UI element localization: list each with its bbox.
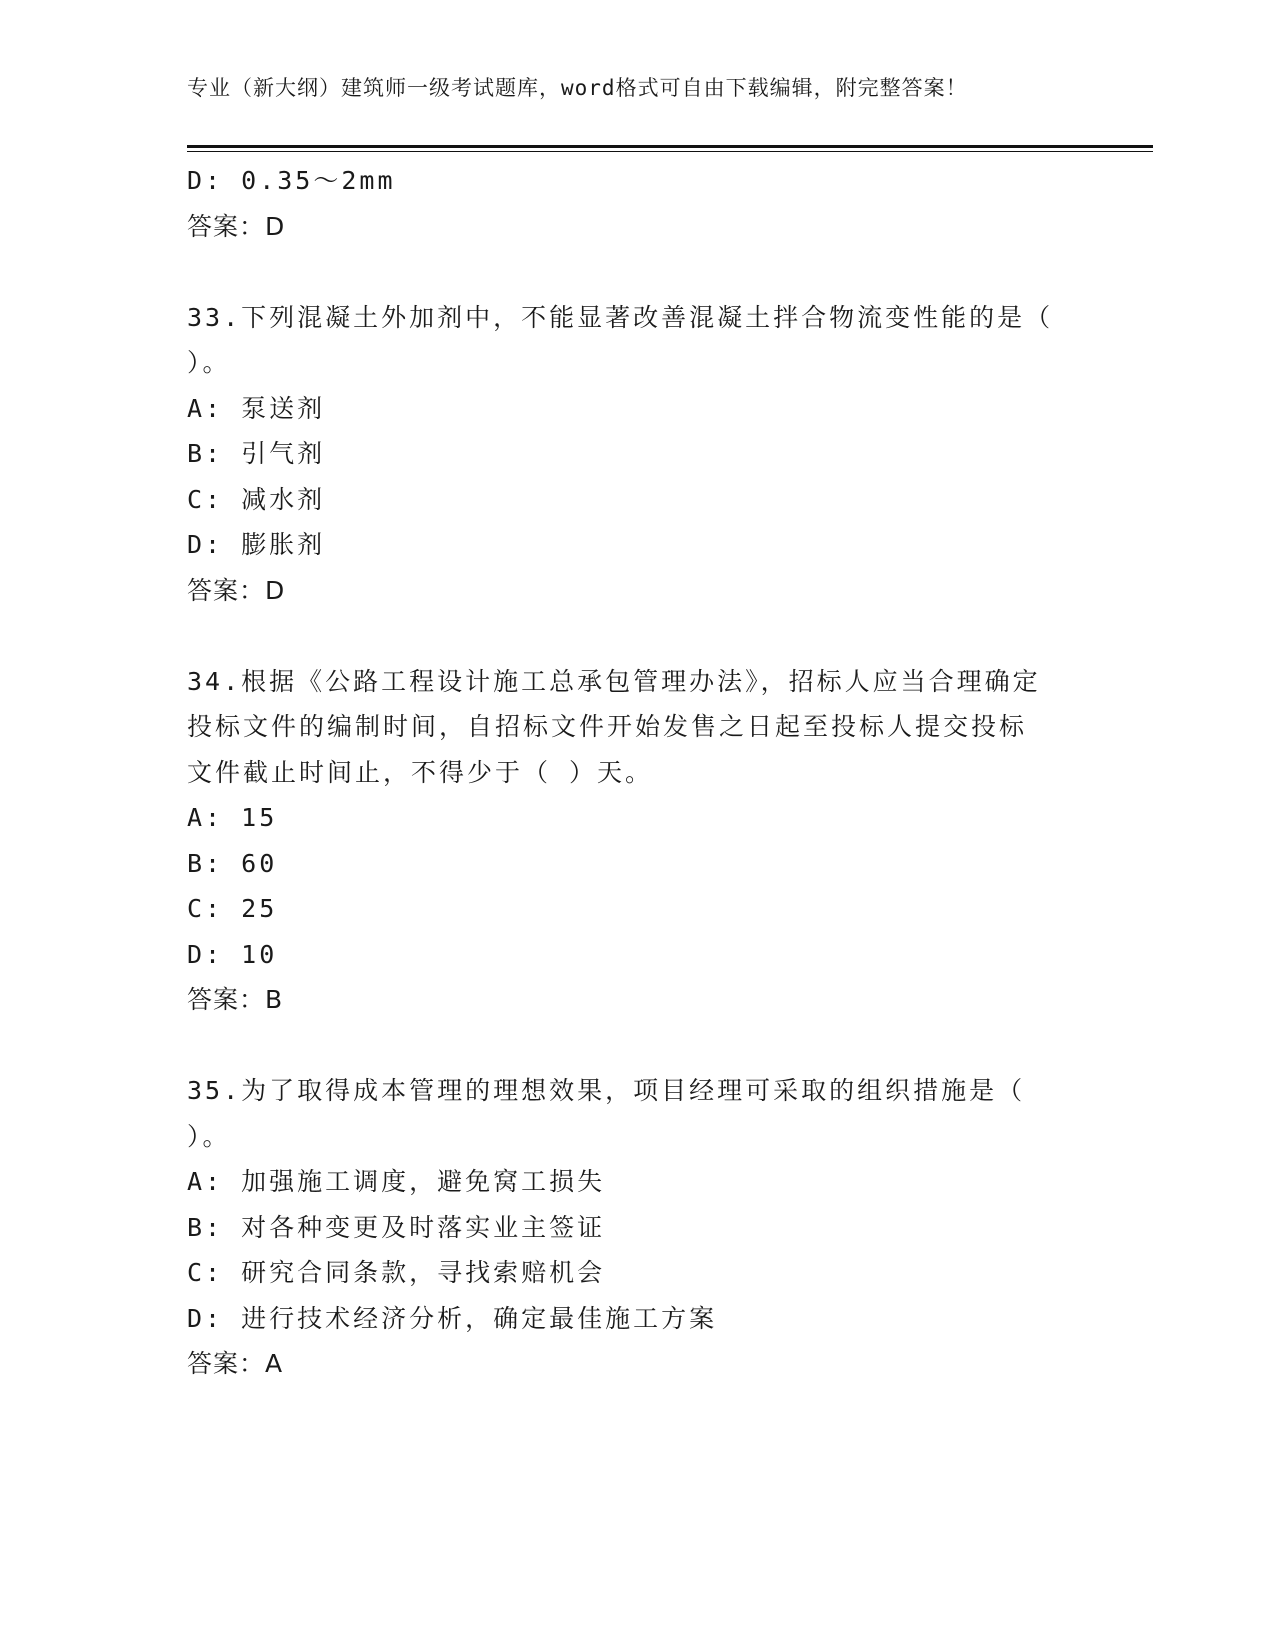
carryover-option-d: D: 0.35～2mm	[187, 166, 396, 195]
option-b: B: 60	[187, 848, 278, 878]
option-d: D: 膨胀剂	[187, 530, 326, 559]
option-d: D: 进行技术经济分析，确定最佳施工方案	[187, 1303, 718, 1333]
question-text-line: 33.下列混凝土外加剂中，不能显著改善混凝土拌合物流变性能的是（	[187, 302, 1054, 332]
option-a: A: 加强施工调度，避免窝工损失	[187, 1167, 606, 1196]
question-34	[187, 659, 1087, 1023]
question-text-line: 投标文件的编制时间，自招标文件开始发售之日起至投标人提交投标	[187, 712, 1028, 741]
carryover-answer: 答案：D	[187, 211, 286, 241]
spacer	[187, 613, 1087, 659]
question-text-line: ）。	[187, 348, 231, 377]
option-b: B: 引气剂	[187, 439, 326, 468]
question-text-line: 35.为了取得成本管理的理想效果，项目经理可采取的组织措施是（	[187, 1076, 1026, 1105]
question-35	[187, 1068, 1087, 1387]
answer: 答案：A	[187, 1349, 284, 1378]
spacer	[187, 1023, 1087, 1069]
option-d: D: 10	[187, 939, 278, 969]
answer: 答案：B	[187, 985, 284, 1014]
question-33	[187, 295, 1087, 614]
header-rule-thick	[187, 145, 1153, 148]
page-header: 专业（新大纲）建筑师一级考试题库，word格式可自由下载编辑，附完整答案！	[187, 76, 968, 100]
question-content	[187, 158, 1087, 1387]
option-c: C: 研究合同条款，寻找索赔机会	[187, 1258, 606, 1287]
question-text-line: ）。	[187, 1121, 231, 1151]
option-a: A: 泵送剂	[187, 393, 326, 423]
option-c: C: 减水剂	[187, 484, 326, 514]
answer: 答案：D	[187, 575, 286, 605]
question-text-line: 文件截止时间止，不得少于（ ）天。	[187, 757, 654, 787]
header-rule-thin	[187, 151, 1153, 152]
option-a: A: 15	[187, 803, 278, 832]
option-b: B: 对各种变更及时落实业主签证	[187, 1212, 606, 1242]
question-text-line: 34.根据《公路工程设计施工总承包管理办法》，招标人应当合理确定	[187, 666, 1041, 696]
spacer	[187, 249, 1087, 295]
option-c: C: 25	[187, 894, 278, 923]
